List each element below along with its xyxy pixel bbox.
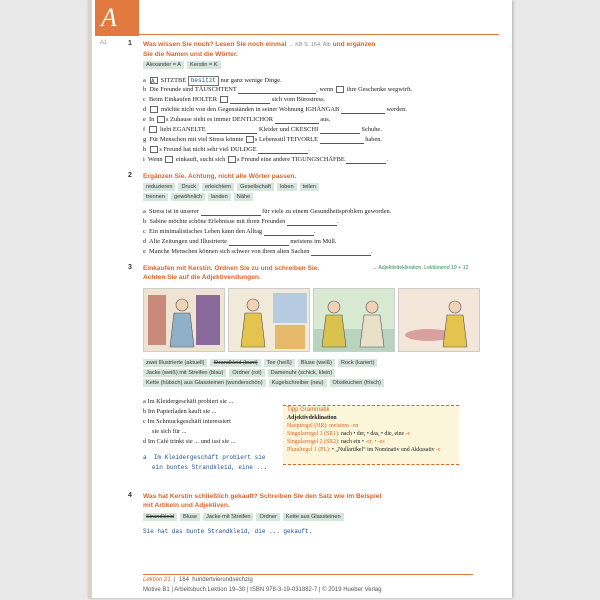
ex3-item-c: c Im Schmuckgeschäft interessiert <box>143 418 231 425</box>
chip: zwei Illustrierte (aktuell) <box>143 359 207 367</box>
ex2-item-c: c Ein minimalistisches Leben kann den Alltag . <box>143 228 316 235</box>
grammar-rule-pl: Pluralregel 1 (PL): • „Nullartikel“ im Nominativ und Akkusativ -e <box>287 447 441 453</box>
section-letter: A <box>101 3 117 32</box>
chip: gewöhnlich <box>171 193 205 201</box>
illustration-cafe <box>398 288 480 352</box>
answer-blank[interactable] <box>311 249 371 256</box>
jewelry-store-drawing <box>314 289 394 351</box>
ex1-item-f: f liebt EGANELTE Kleider und CKESCHI Schuhe. <box>143 126 382 133</box>
answer-blank[interactable] <box>230 97 270 104</box>
exercise-3-chips-row-3 <box>143 379 384 387</box>
exercise-3-chips-row-2 <box>143 369 335 377</box>
ex3-item-c-cont: sie sich für ... <box>152 428 187 435</box>
exercise-1-instruction: Was wissen Sie noch? Lesen Sie noch einmal → KB S. 164, Alb und ergänzen Sie die Namen und die Wörter. <box>143 41 376 58</box>
chip: reduzieren <box>143 183 175 191</box>
exercise-3-chips-row-1 <box>143 359 377 367</box>
ex3-item-d: d Im Café trinkt sie ... und isst sie ... <box>143 438 236 445</box>
chip: Damenuhr (schick, klein) <box>268 369 336 377</box>
grammar-rule-sr2: Singularregel 2 (SR2): nach ein • -er, • -es <box>287 439 385 445</box>
illustration-paper-shop <box>228 288 310 352</box>
answer-box[interactable] <box>246 136 254 143</box>
ex3-item-b: b Im Papierladen kauft sie ... <box>143 408 217 415</box>
answer-box[interactable] <box>150 146 158 153</box>
answer-blank[interactable] <box>275 117 319 124</box>
chip: Kugelschreiber (neu) <box>269 379 327 387</box>
exercise-2-chips-row-1 <box>143 183 319 191</box>
answer-box[interactable] <box>220 96 228 103</box>
chip: erleichtern <box>202 183 234 191</box>
page-spine <box>88 0 92 598</box>
ex2-item-b: b Sabine möchte schöne Erlebnisse mit ihren Freunden . <box>143 218 339 225</box>
answer-box[interactable] <box>336 86 344 93</box>
answer-box[interactable] <box>228 156 236 163</box>
footer-rule <box>143 574 473 575</box>
grammar-tip-heading: Adjektivdeklination <box>287 415 337 421</box>
page-footer-publication: Motive B1 | Arbeitsbuch Lektion 19–30 | ISBN 978-3-19-031882-7 | © 2019 Hueber Verlag <box>143 587 382 593</box>
ex1-item-g: g Für Menschen mit viel Stress könnte s Lebensstil TEIVORLE haben. <box>143 136 383 143</box>
answer-blank[interactable] <box>258 147 308 154</box>
ex3-example-line-1: a Im Kleidergeschäft probiert sie <box>143 454 266 461</box>
chip: Nähe <box>234 193 253 201</box>
ex3-item-a: a Im Kleidergeschäft probiert sie ... <box>143 398 234 405</box>
exercise-4-chips <box>143 513 344 521</box>
grammar-tip-title: Tipp Grammatik <box>287 407 330 413</box>
illustration-clothing-store <box>143 288 225 352</box>
exercise-4-number: 4 <box>128 492 132 499</box>
ex4-example-answer: Sie hat das bunte Strandkleid, die ... gekauft. <box>143 528 313 535</box>
chip-used: Strandkleid (bunt) <box>210 359 260 367</box>
chip: Gesellschaft <box>237 183 274 191</box>
ex2-item-e: e Manche Menschen können sich schwer von ihren alten Sachen . <box>143 248 373 255</box>
ex3-example-line-2: ein buntes Strandkleid, eine ... <box>152 464 268 471</box>
chip: Kette (hübsch) aus Glassteinen (wunderschön) <box>143 379 266 387</box>
chip: Alexander = A <box>143 61 184 69</box>
answer-box[interactable] <box>149 126 157 133</box>
exercise-2-chips-row-2 <box>143 193 253 201</box>
chip: Ordner (rot) <box>229 369 264 377</box>
exercise-3-reference: → Adjektivdeklination, Lektionend 19 + 12 <box>372 265 469 271</box>
ex2-item-d: d Alte Zeitungen und Illustrierte meistens im Müll. <box>143 238 337 245</box>
chip: Tee (heiß) <box>264 359 295 367</box>
chip: Rock (kariert) <box>338 359 378 367</box>
ex1-item-i: i Wenn einkauft, sucht sich s Freund eine andere TIGUNGSCHÄFBE . <box>143 156 388 163</box>
ex2-item-a: a Stress ist in unserer für viele zu einem Gesundheitsproblem geworden. <box>143 208 392 215</box>
chip: landen <box>208 193 231 201</box>
chip: Jacke (weiß) mit Streifen (blau) <box>143 369 226 377</box>
answer-box[interactable] <box>165 156 173 163</box>
answer-blank[interactable] <box>229 239 289 246</box>
grammar-rule-hr: Hauptregel (HR): meistens -en <box>287 423 359 429</box>
answer-blank[interactable] <box>341 107 385 114</box>
chip: Ordner <box>256 513 279 521</box>
illustration-jewelry-store <box>313 288 395 352</box>
page-footer: Lektion 21 | 164 hundertvierundsechzig <box>143 577 253 583</box>
answer-blank[interactable] <box>287 219 337 226</box>
chip: Obstkuchen (frisch) <box>330 379 385 387</box>
answer-box[interactable] <box>157 116 165 123</box>
exercise-1-number: 1 <box>128 40 132 47</box>
ex1-item-h: h s Freund hat nicht sehr viel DULDGE . <box>143 146 310 153</box>
exercise-1-chips <box>143 61 221 69</box>
answer-blank[interactable] <box>320 127 360 134</box>
ex1-item-c: c Beim Einkaufen HOLTER sich vom Bürostress. <box>143 96 326 103</box>
exercise-2-number: 2 <box>128 172 132 179</box>
ex1-item-d: d möchte nicht von den Gegenständen in seiner Wohnung IGHÄNGAB werden. <box>143 106 407 113</box>
chip: Jacke mit Streifen <box>203 513 253 521</box>
grammar-rule-sr1: Singularregel 1 (SR1): nach • der, • das, • die, eine -e <box>287 431 411 437</box>
clothing-store-drawing <box>144 289 224 351</box>
chip: Bluse (weiß) <box>298 359 335 367</box>
exercise-2-instruction: Ergänzen Sie. Achtung, nicht alle Wörter passen. <box>143 173 297 180</box>
answer-blank[interactable] <box>320 137 364 144</box>
paper-shop-drawing <box>229 289 309 351</box>
section-tag: A1 <box>100 40 108 46</box>
chip: trennen <box>143 193 168 201</box>
exercise-3-number: 3 <box>128 264 132 271</box>
chip-used: Strandkleid <box>143 513 177 521</box>
chip: loben <box>277 183 297 191</box>
answer-blank[interactable] <box>201 209 261 216</box>
answer-box[interactable]: A <box>150 77 158 84</box>
answer-box[interactable] <box>150 106 158 113</box>
answer-blank[interactable] <box>238 87 316 94</box>
answer-blank[interactable] <box>346 157 386 164</box>
exercise-4-instruction: Was hat Kerstin schließlich gekauft? Schreiben Sie den Satz wie im Beispiel mit Artikeln und Adjektiven. <box>143 493 382 509</box>
answer-blank[interactable] <box>207 127 257 134</box>
chip: Kette aus Glassteinen <box>283 513 344 521</box>
exercise-3-instruction: Einkaufen mit Kerstin. Ordnen Sie zu und schreiben Sie. Achten Sie auf die Adjektivendungen. <box>143 265 320 281</box>
answer-field[interactable]: besitzt <box>188 76 219 86</box>
header-rule <box>139 34 499 35</box>
answer-blank[interactable] <box>264 229 314 236</box>
chip: teilen <box>300 183 319 191</box>
cafe-drawing <box>399 289 479 351</box>
ex1-item-e: e In s Zuhause sieht es immer DENTLICHOR aus. <box>143 116 331 123</box>
chip: Bluse <box>180 513 200 521</box>
ex1-item-b: b Die Freunde sind TÄUSCHTENT , wenn ihre Geschenke wegwirft. <box>143 86 413 93</box>
ex1-item-a: a A SITZTBE besitzt nur ganz wenige Dinge. <box>143 77 282 86</box>
chip: Kerstin = K <box>187 61 221 69</box>
chip: Druck <box>178 183 199 191</box>
